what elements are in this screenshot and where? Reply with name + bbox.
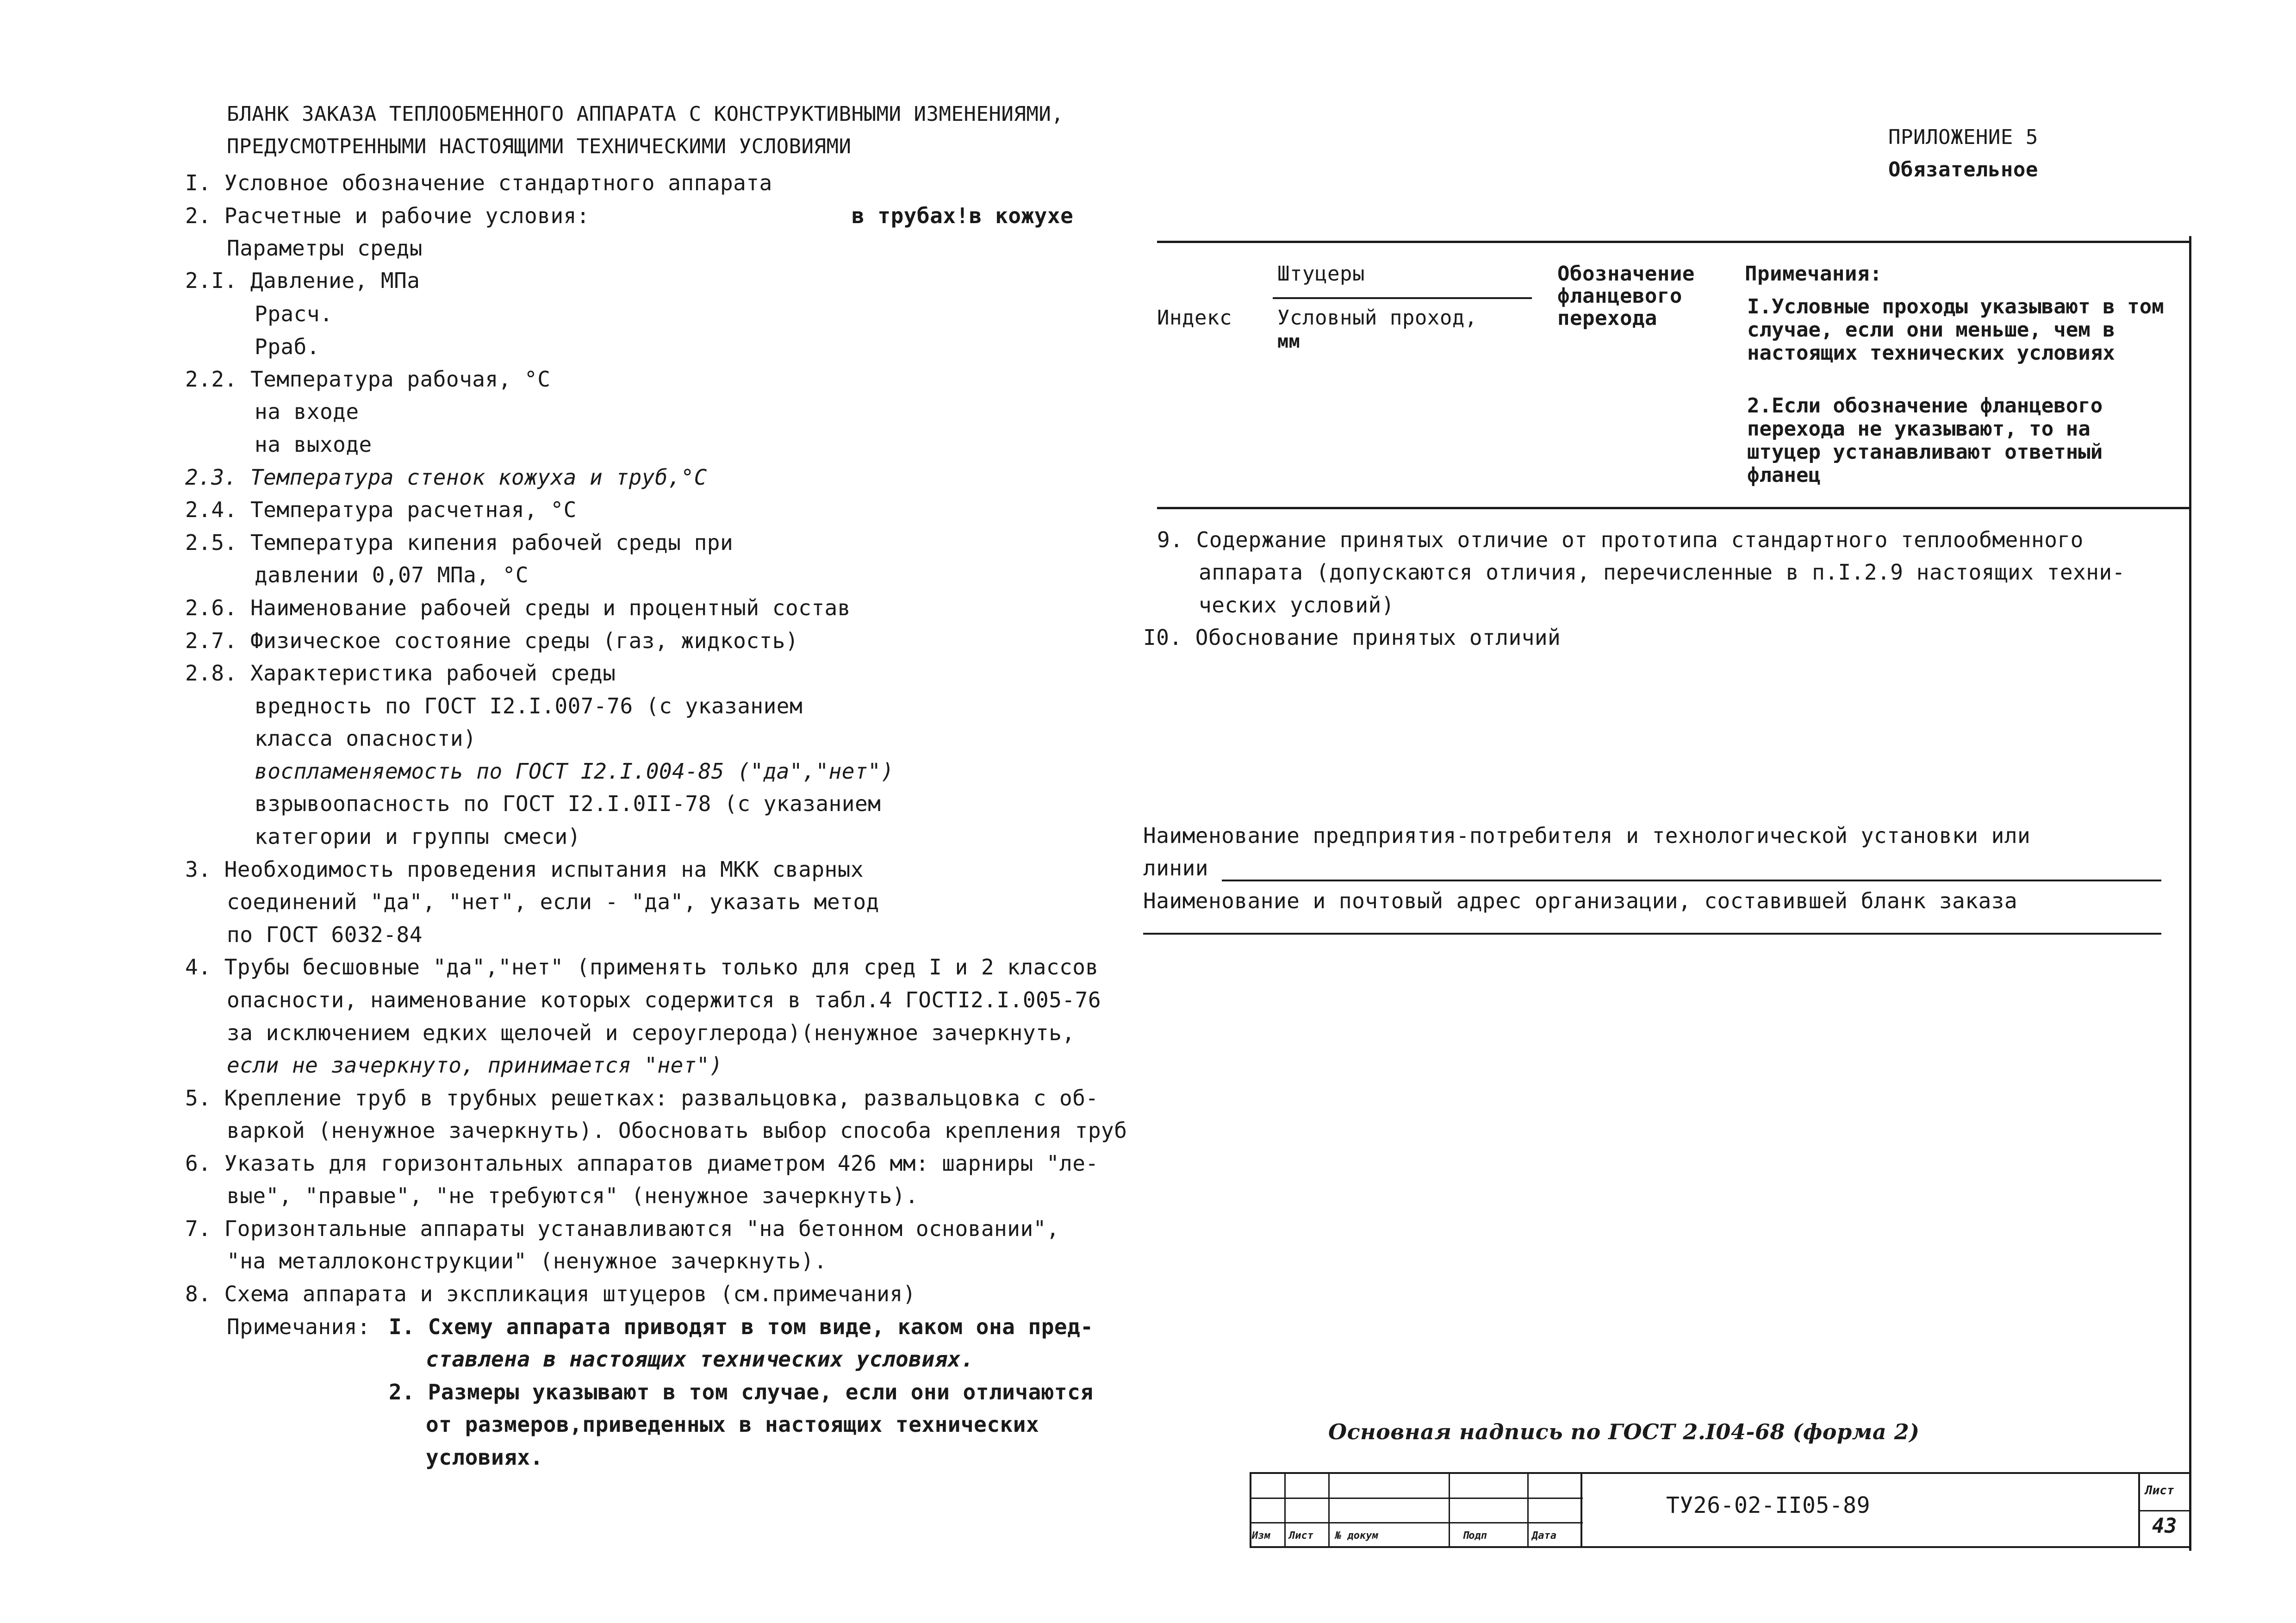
item-2-2-out: на выходе xyxy=(255,432,372,457)
item-8-note1-a: I. Схему аппарата приводят в том виде, каком она пред- xyxy=(389,1314,1094,1339)
item-4-b: опасности, наименование которых содержится в табл.4 ГОСТI2.I.005-76 xyxy=(227,987,1101,1012)
item-2-params: Параметры среды xyxy=(227,236,423,261)
item-5-a: 5. Крепление труб в трубных решетках: развальцовка, развальцовка с об- xyxy=(185,1086,1099,1111)
item-2: 2. Расчетные и рабочие условия: xyxy=(185,203,590,228)
item-2-8-e: категории и группы смеси) xyxy=(255,824,581,849)
stamp-caption: Основная надпись по ГОСТ 2.I04-68 (форма 2) xyxy=(1328,1419,1920,1444)
stamp-header-change: Изм xyxy=(1252,1530,1270,1542)
item-4-c: за исключением едких щелочей и сероуглерода)(ненужное зачеркнуть, xyxy=(227,1020,1075,1045)
item-2-8-c: воспламеняемость по ГОСТ I2.I.004-85 ("да","нет") xyxy=(255,759,894,784)
item-7-a: 7. Горизонтальные аппараты устанавливаются "на бетонном основании", xyxy=(185,1216,1060,1241)
stamp-header-date: Дата xyxy=(1532,1530,1556,1542)
item-8: 8. Схема аппарата и экспликация штуцеров (см.примечания) xyxy=(185,1281,916,1306)
item-5-b: варкой (ненужное зачеркнуть). Обосновать выбор способа крепления труб xyxy=(227,1118,1127,1143)
form-title-line2: ПРЕДУСМОТРЕННЫМИ НАСТОЯЩИМИ ТЕХНИЧЕСКИМИ УСЛОВИЯМИ xyxy=(227,135,852,158)
item-10: I0. Обоснование принятых отличий xyxy=(1143,625,1561,650)
table-header-index: Индекс xyxy=(1157,306,1232,330)
item-1: I. Условное обозначение стандартного аппарата xyxy=(185,170,772,195)
stamp-left-rule xyxy=(1250,1472,1251,1548)
item-2-7: 2.7. Физическое состояние среды (газ, жидкость) xyxy=(185,628,799,653)
organization-label: Наименование и почтовый адрес организации, составившей бланк заказа xyxy=(1143,888,2018,913)
table-header-nominal-unit: мм xyxy=(1277,331,1300,352)
item-4-d: если не зачеркнуто, принимается "нет") xyxy=(227,1053,723,1078)
item-2-1-calc: Ррасч. xyxy=(255,301,333,326)
enterprise-label-1: Наименование предприятия-потребителя и технологической установки или xyxy=(1143,823,2031,848)
table-header-nominal: Условный проход, xyxy=(1277,306,1477,330)
item-8-note2-a: 2. Размеры указывают в том случае, если они отличаются xyxy=(389,1380,1094,1405)
enterprise-label-2: линии xyxy=(1143,855,1208,880)
item-2-columns: в трубах!в кожухе xyxy=(852,203,1074,228)
stamp-sheet-label: Лист xyxy=(2145,1484,2174,1498)
item-2-8-b: класса опасности) xyxy=(255,726,477,751)
item-3-a: 3. Необходимость проведения испытания на МКК сварных xyxy=(185,857,864,882)
stamp-sheet-number: 43 xyxy=(2152,1514,2177,1538)
stamp-col-rule-1 xyxy=(1284,1472,1286,1548)
item-2-8-d: взрывоопасность по ГОСТ I2.I.0II-78 (с указанием xyxy=(255,791,881,816)
table-header-fittings: Штуцеры xyxy=(1277,262,1365,286)
stamp-col-rule-4 xyxy=(1527,1472,1529,1548)
mandatory-label: Обязательное xyxy=(1888,158,2038,181)
table-top-rule xyxy=(1157,241,2189,243)
stamp-row-rule-2 xyxy=(1250,1522,1583,1523)
item-2-5-b: давлении 0,07 МПа, °С xyxy=(255,562,529,587)
stamp-col-rule-2 xyxy=(1328,1472,1330,1548)
stamp-col-rule-3 xyxy=(1449,1472,1450,1548)
item-8-note2-c: условиях. xyxy=(426,1445,543,1470)
organization-rule xyxy=(1143,933,2161,935)
stamp-header-sign: Подп xyxy=(1462,1530,1487,1542)
stamp-top-rule xyxy=(1250,1472,2189,1474)
stamp-sheet-rule xyxy=(2138,1510,2189,1511)
item-6-b: вые", "правые", "не требуются" (ненужное зачеркнуть). xyxy=(227,1183,919,1208)
frame-right-border xyxy=(2189,236,2191,1551)
form-title-line1: БЛАНК ЗАКАЗА ТЕПЛООБМЕННОГО АППАРАТА С КОНСТРУКТИВНЫМИ ИЗМЕНЕНИЯМИ, xyxy=(227,102,1064,126)
item-9-a: 9. Содержание принятых отличие от прототипа стандартного теплообменного xyxy=(1157,527,2084,552)
item-7-b: "на металлоконструкции" (ненужное зачеркнуть). xyxy=(227,1248,827,1273)
table-notes-label: Примечания: xyxy=(1745,262,1882,286)
item-9-b: аппарата (допускаются отличия, перечисленные в п.I.2.9 настоящих техни- xyxy=(1199,560,2125,585)
table-header-flange-3: перехода xyxy=(1557,306,1657,330)
appendix-label: ПРИЛОЖЕНИЕ 5 xyxy=(1888,125,2038,149)
stamp-doc-code: ТУ26-02-II05-89 xyxy=(1666,1492,1870,1518)
stamp-header-doc: № докум xyxy=(1335,1530,1378,1542)
stamp-col-rule-5 xyxy=(1580,1472,1582,1548)
item-4-a: 4. Трубы бесшовные "да","нет" (применять только для сред I и 2 классов xyxy=(185,955,1099,980)
table-note-2: 2.Если обозначение фланцевого перехода не указывают, то на штуцер устанавливают ответный фланец xyxy=(1747,394,2103,487)
item-2-4: 2.4. Температура расчетная, °С xyxy=(185,497,577,522)
item-2-1-work: Рраб. xyxy=(255,334,320,359)
item-8-note1-b: ставлена в настоящих технических условиях. xyxy=(426,1347,974,1372)
item-8-notes-label: Примечания: xyxy=(227,1314,371,1339)
table-note-1: I.Условные проходы указывают в том случае, если они меньше, чем в настоящих технических условиях xyxy=(1747,295,2164,365)
item-2-5: 2.5. Температура кипения рабочей среды при xyxy=(185,530,734,555)
table-fittings-rule xyxy=(1273,297,1532,299)
stamp-row-rule-1 xyxy=(1250,1498,1583,1499)
item-8-note2-b: от размеров,приведенных в настоящих технических xyxy=(426,1412,1039,1437)
item-2-2-in: на входе xyxy=(255,399,359,424)
item-2-1: 2.I. Давление, МПа xyxy=(185,268,420,293)
table-header-flange-1: Обозначение xyxy=(1557,262,1695,286)
item-2-8: 2.8. Характеристика рабочей среды xyxy=(185,661,616,686)
item-2-3: 2.3. Температура стенок кожуха и труб,°С xyxy=(185,465,707,490)
table-header-flange-2: фланцевого xyxy=(1557,284,1682,308)
item-6-a: 6. Указать для горизонтальных аппаратов диаметром 426 мм: шарниры "ле- xyxy=(185,1151,1099,1176)
item-9-c: ческих условий) xyxy=(1199,593,1394,618)
item-2-6: 2.6. Наименование рабочей среды и процентный состав xyxy=(185,595,851,620)
item-3-c: по ГОСТ 6032-84 xyxy=(227,922,423,947)
enterprise-line-rule xyxy=(1222,880,2161,881)
stamp-header-sheet: Лист xyxy=(1289,1530,1313,1542)
table-bottom-rule xyxy=(1157,507,2189,509)
item-2-8-a: вредность по ГОСТ I2.I.007-76 (с указанием xyxy=(255,693,803,718)
item-2-2: 2.2. Температура рабочая, °С xyxy=(185,367,551,392)
stamp-bottom-rule xyxy=(1250,1546,2189,1548)
item-3-b: соединений "да", "нет", если - "да", указать метод xyxy=(227,889,879,914)
